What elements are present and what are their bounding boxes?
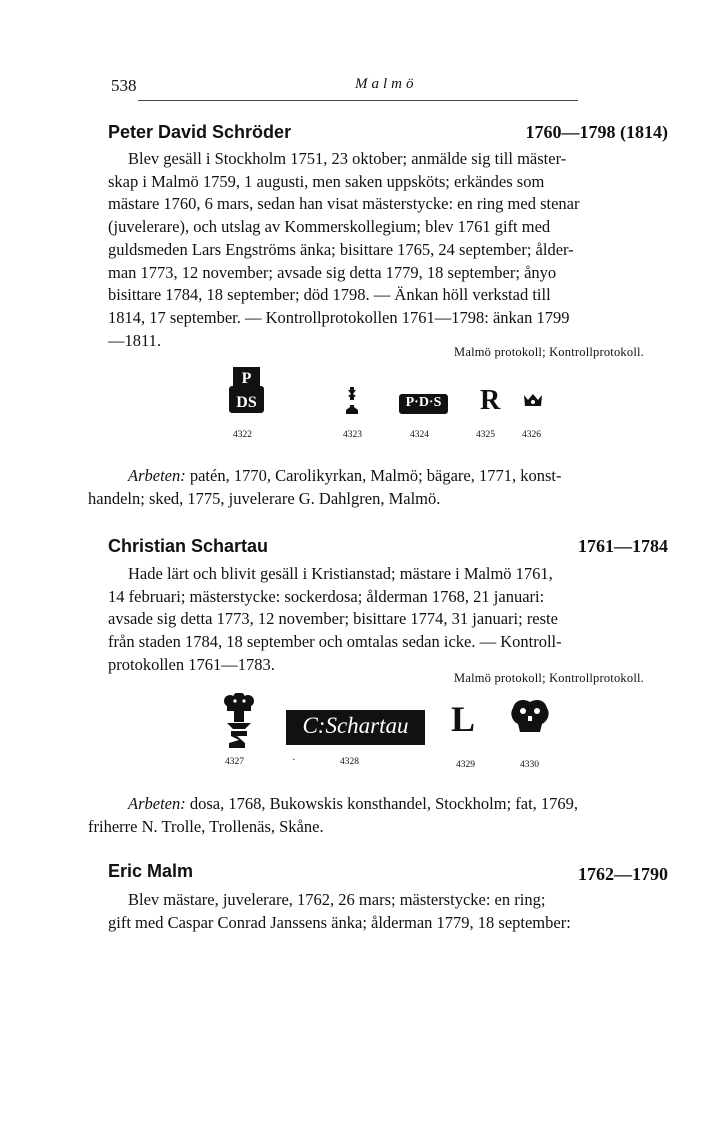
hallmark-4328 [286,710,425,745]
mark-number: 4323 [343,430,362,440]
works-text: friherre N. Trolle, Trollenäs, Skåne. [88,817,324,836]
works-text: dosa, 1768, Bukowskis konsthandel, Stockholm; fat, 1769, [189,794,579,813]
text-line: 1814, 17 september. — Kontrollprotokollen 1761—1798: änkan 1799 [108,307,570,327]
header-rule [138,100,578,101]
source-note: Malmö protokoll; Kontrollprotokoll. [454,671,644,685]
text-line: från staden 1784, 18 september och omtalas sedan icke. — Kontroll- [108,632,562,652]
entry-dates: 1762—1790 [578,864,668,884]
mark-number: 4328 [340,757,359,767]
entry-text [108,563,668,677]
entry-dates: 1761—1784 [578,536,668,556]
text-line: mästare 1760, 6 mars, sedan han visat mästerstycke: en ring med stenar [108,194,580,214]
hallmark-label: C:Schartau [302,713,409,738]
hallmark-4325: R [480,385,501,416]
text-line: skap i Malmö 1759, 1 augusti, men saken uppsköts; erkändes som [108,171,545,191]
entry-text [108,148,668,352]
text-line: 14 februari; mästerstycke: sockerdosa; ålderman 1768, 21 januari: [108,586,545,606]
page-header [108,76,668,106]
hallmark-4329: L [451,699,476,739]
crown-icon [522,392,544,408]
text-line: avsade sig detta 1773, 12 november; bisittare 1774, 31 januari; reste [108,609,558,629]
works-label: Arbeten: [128,466,186,485]
text-line: Hade lärt och blivit gesäll i Kristianstad; mästare i Malmö 1761, [128,564,553,583]
text-line: man 1773, 12 november; avsade sig detta 1779, 18 september; ånyo [108,262,557,282]
hallmark-label: P·D·S [405,395,442,410]
hallmark-4322 [229,367,264,413]
works-paragraph [88,792,668,838]
text-line: protokollen 1761—1783. [108,654,275,674]
griffin-icon [221,693,257,749]
source-note: Malmö protokoll; Kontrollprotokoll. [454,345,644,359]
entry-dates: 1760—1798 (1814) [525,122,668,142]
entry-name: Eric Malm [108,861,194,881]
hallmark-4324 [399,394,448,414]
text-line: Blev gesäll i Stockholm 1751, 23 oktober; anmälde sig till mäster- [128,149,567,168]
entry-name: Christian Schartau [108,536,269,556]
mark-number: 4324 [410,430,429,440]
text-line: bisittare 1784, 18 september; död 1798. — Änkan höll verkstad till [108,285,551,305]
entry-text [108,889,668,934]
separator-dot: · [292,754,296,766]
works-text: handeln; sked, 1775, juvelerare G. Dahlgren, Malmö. [88,489,441,508]
text-line: Blev mästare, juvelerare, 1762, 26 mars; mästerstycke: en ring; [128,890,546,909]
running-title: Malmö [355,76,418,92]
mark-number: 4327 [225,757,244,767]
mark-number: 4325 [476,430,495,440]
mark-number: 4322 [233,430,252,440]
entry-name: Peter David Schröder [108,122,292,142]
mark-number: 4326 [522,430,541,440]
text-line: (juvelerare), och utslag av Kommerskollegium; blev 1761 gift med [108,217,551,237]
text-line: —1811. [108,330,162,350]
mark-number: 4330 [520,760,539,770]
page-number: 538 [111,76,137,95]
works-paragraph [88,464,668,510]
works-label: Arbeten: [128,794,186,813]
hallmark-letter: P [241,370,252,387]
hallmark-letters: DS [236,394,257,411]
mark-number: 4329 [456,760,475,770]
tower-icon [343,387,361,415]
crown-icon [509,698,551,734]
text-line: guldsmeden Lars Engströms änka; bisittare 1765, 24 september; ålder- [108,239,574,259]
text-line: gift med Caspar Conrad Janssens änka; ålderman 1779, 18 september: [108,912,571,932]
works-text: patén, 1770, Carolikyrkan, Malmö; bägare, 1771, konst- [189,466,562,485]
